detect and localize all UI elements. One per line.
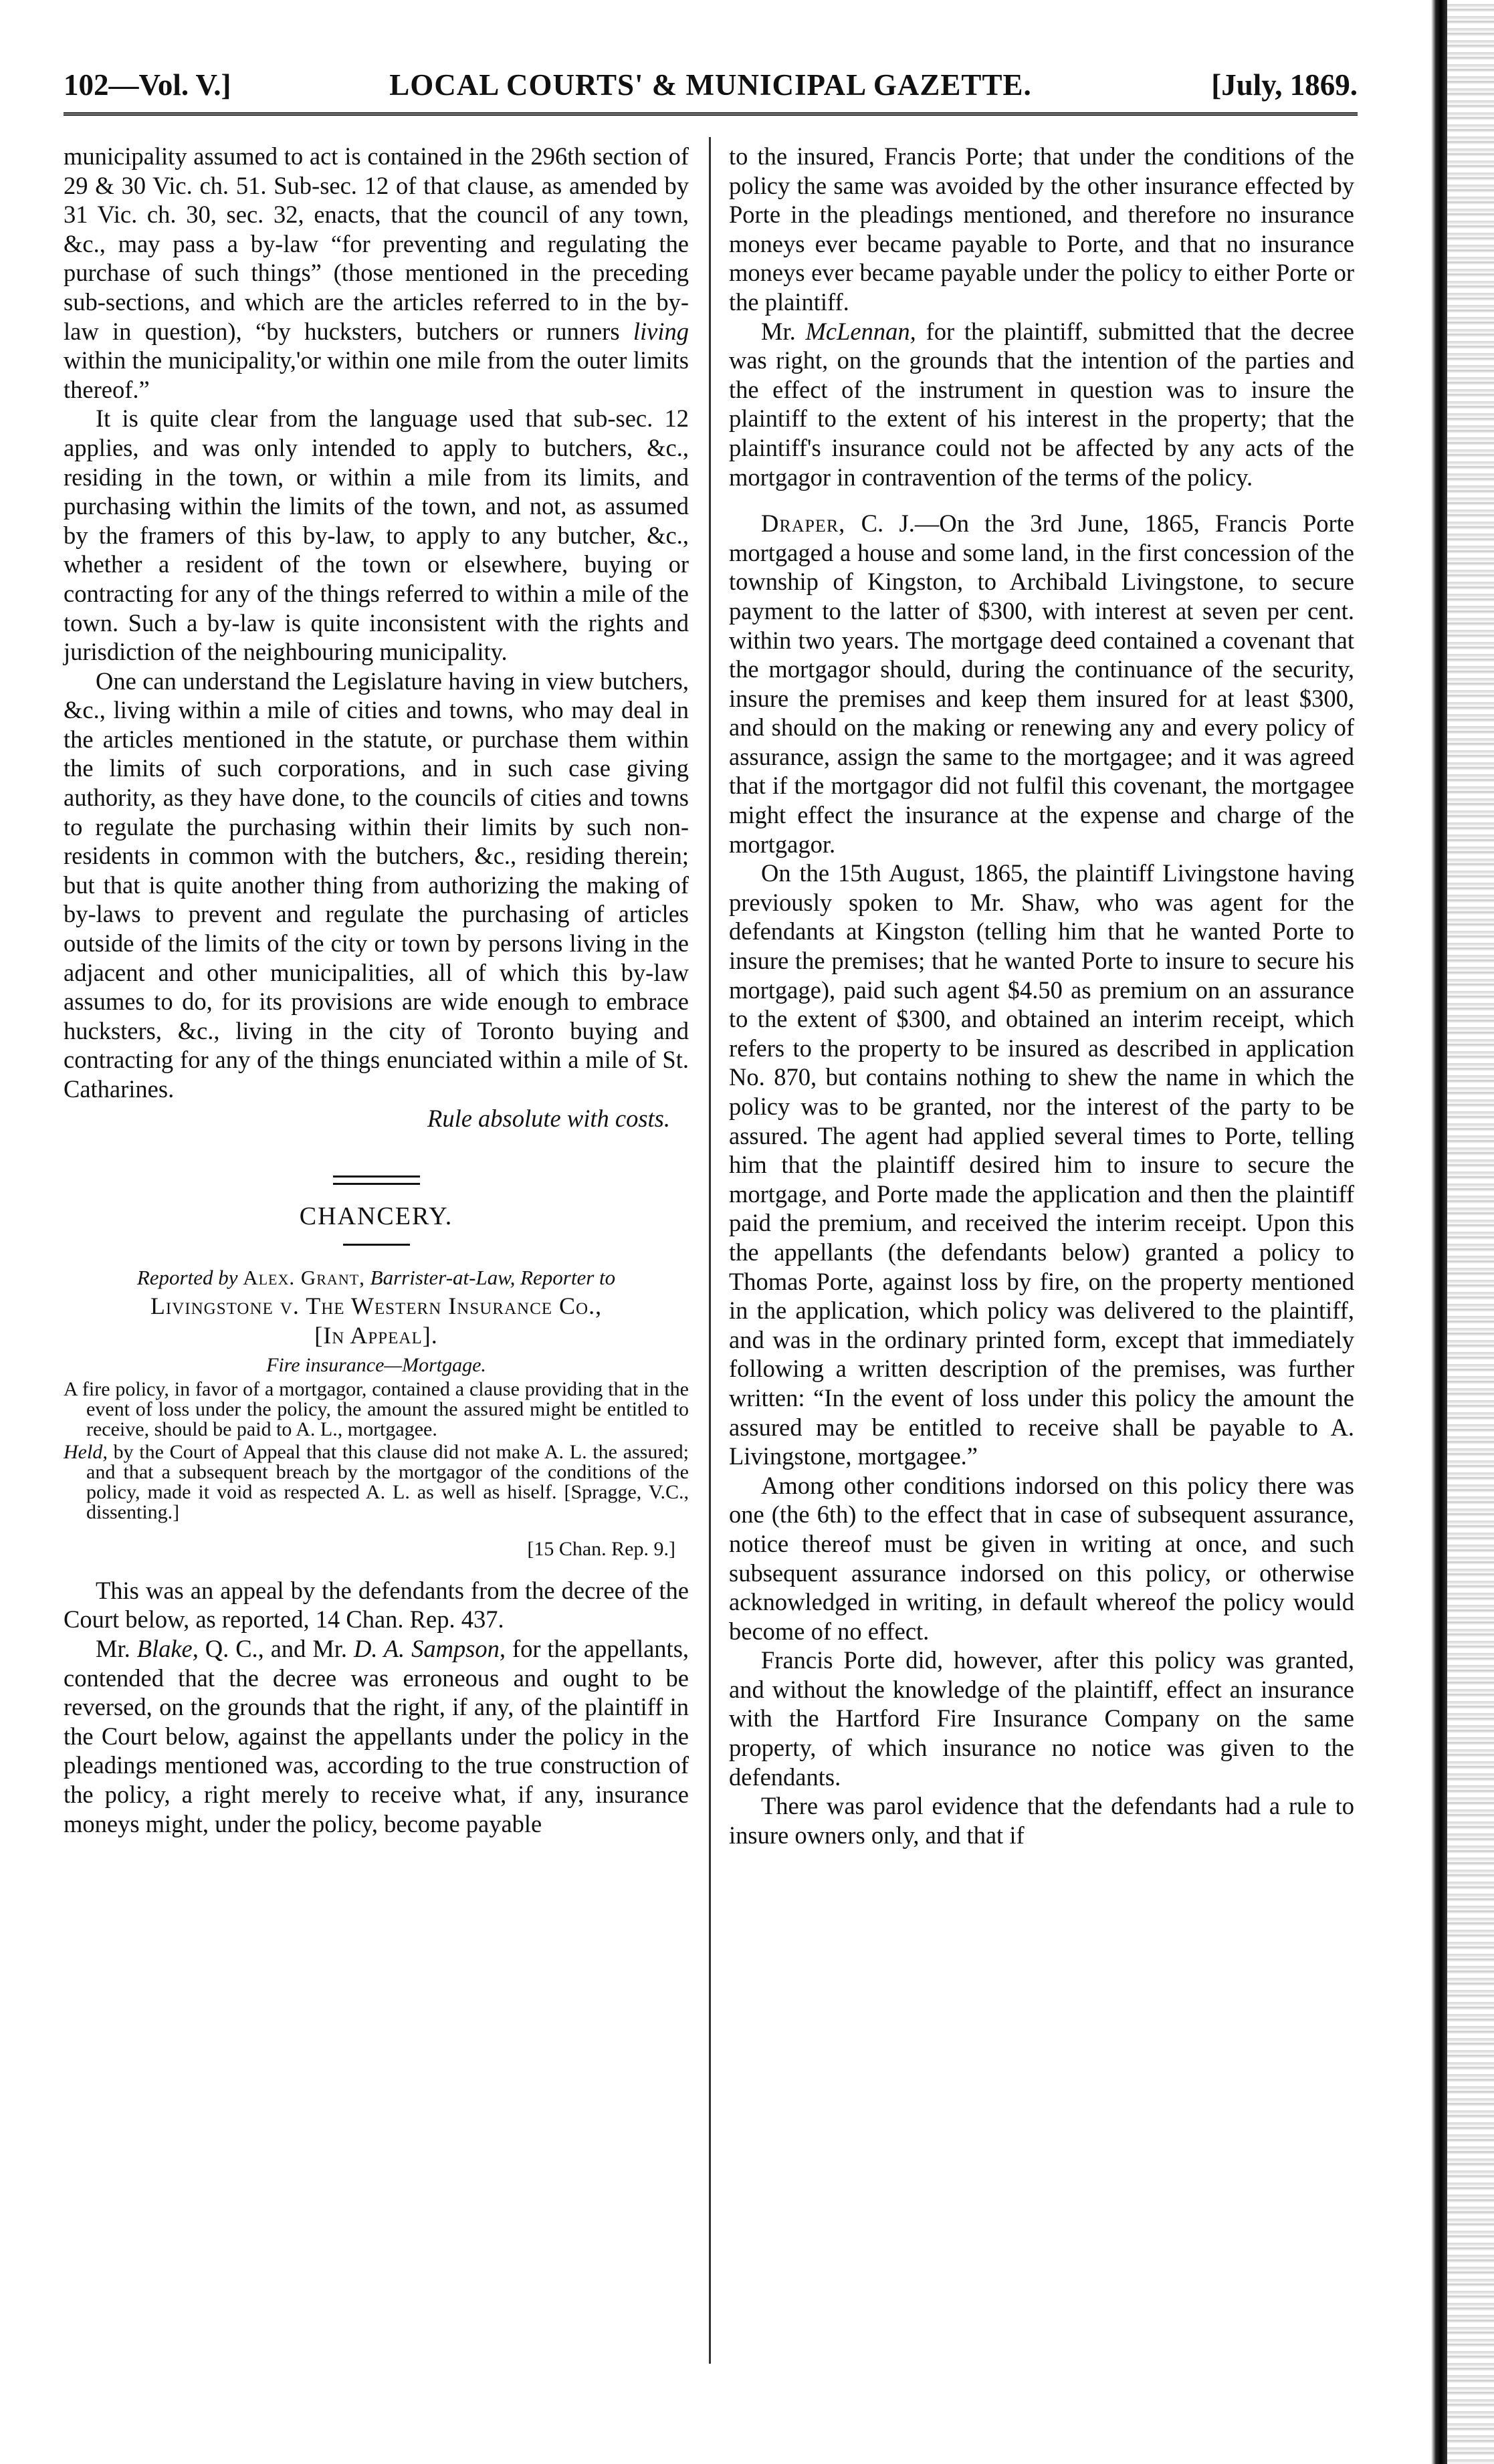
- scan-binding-shadow: [1431, 0, 1447, 2464]
- scan-edge-noise: [1447, 0, 1494, 2464]
- reporter-line: Reported by Alex. Grant, Barrister-at-Law, Reporter to: [136, 1265, 616, 1289]
- case-subject: Fire insurance—Mortgage.: [266, 1353, 486, 1376]
- paragraph: municipality assumed to act is contained in the 296th section of 29 & 30 Vic. ch. 51. Sub-sec. 12 of that clause, as amended by 31 Vic. ch. 30, sec. 32, enacts, that the council of any town, &c., may pass a by-law “for preventing and regulating the purchase of such things” (those mentioned in the preceding sub-sections, and which are the articles referred to in the by-law in question), “by hucksters, butchers or runners living within the municipality,'or within one mile from the outer limits thereof.”: [64, 142, 689, 403]
- title-rule: [343, 1244, 410, 1246]
- section-divider: [333, 1175, 420, 1185]
- paragraph: Among other conditions indorsed on this policy there was one (the 6th) to the effect that in case of subsequent assurance, notice thereof must be given in writing at once, and such subsequent assurance indorsed on this policy, or otherwise acknowledged in writing, in default whereof the policy would become of no effect.: [729, 1471, 1354, 1645]
- paragraph: One can understand the Legislature having in view butchers, &c., living within a mile of cities and towns, who may deal in the articles mentioned in the statute, or purchase them within the limits of such corporations, and in such case giving authority, as they have done, to the councils of cities and towns to regulate the purchasing within their limits by such non-residents in common with the butchers, &c., residing therein; but that is quite another thing from authorizing the making of by-laws to prevent and regulate the purchasing of articles outside of the limits of the city or town by persons living in the adjacent and other municipalities, all of which this by-law assumes to do, for its provisions are wide enough to embrace hucksters, &c., living in the city of Toronto buying and contracting for any of the things enunciated within a mile of St. Catharines.: [64, 667, 689, 1103]
- paragraph: Draper, C. J.—On the 3rd June, 1865, Francis Porte mortgaged a house and some land, in the first concession of the township of Kingston, to Archibald Livingstone, to secure payment to the latter of $300, with interest at seven per cent. within two years. The mortgage deed contained a covenant that the mortgagor should, during the continuance of the security, insure the premises and keep them insured for at least $300, and should on the making or renewing any and every policy of assurance, assign the same to the mortgagee; and it was agreed that if the mortgagor did not fulfil this covenant, the mortgagee might effect the insurance at the expense and charge of the mortgagor.: [729, 510, 1355, 858]
- paragraph: On the 15th August, 1865, the plaintiff Livingstone having previously spoken to Mr. Shaw, who was agent for the defendants at Kingston (telling him that he wanted Porte to insure the premises; that he wanted Porte to insure to secure his mortgage), paid such agent $4.50 as premium on an assurance to the extent of $300, and obtained an interim receipt, which refers to the property to be insured as described in application No. 870, but contains nothing to shew the name in which the policy was to be granted, nor the interest of the party to be assured. The agent had applied several times to Porte, telling him that the plaintiff desired him to insure to secure the mortgage, and Porte made the application and then the plaintiff paid the premium, and received the interim receipt. Upon this the appellants (the defendants below) granted a policy to Thomas Porte, against loss by fire, on the property mentioned in the application, which policy was delivered to the plaintiff, and was in the ordinary printed form, except that immediately following a written description of the premises, was further written: “In the event of loss under this policy the amount the assured may be entitled to receive shall be payable to A. Livingstone, mortgagee.”: [729, 859, 1354, 1470]
- case-title: Livingstone v. The Western Insurance Co.,: [150, 1293, 603, 1320]
- rule-absolute: Rule absolute with costs.: [427, 1104, 670, 1132]
- section-title: CHANCERY.: [299, 1202, 453, 1231]
- paragraph: There was parol evidence that the defendants had a rule to insure owners only, and that if: [729, 1792, 1354, 1849]
- page-header: [64, 62, 1358, 108]
- header-rule: [64, 112, 1358, 116]
- case-title-appeal: [In Appeal].: [314, 1321, 438, 1349]
- right-column: [729, 142, 1354, 1850]
- left-column: [64, 142, 689, 1838]
- issue-date: [July, 1869.: [1211, 68, 1358, 102]
- paragraph: Mr. McLennan, for the plaintiff, submitted that the decree was right, on the grounds that the intention of the parties and the effect of the instrument in question was to insure the plaintiff to the extent of his interest in the property; that the plaintiff's insurance could not be affected by any acts of the mortgagor in contravention of the terms of the policy.: [729, 317, 1354, 491]
- paragraph: It is quite clear from the language used that sub-sec. 12 applies, and was only intended to apply to butchers, &c., residing in the town, or within a mile from its limits, and purchasing within the limits of the town, and not, as assumed by the framers of this by-law, to apply to any butcher, &c., whether a resident of the town or elsewhere, buying or contracting for any of the things referred to within a mile of the town. Such a by-law is quite inconsistent with the rights and jurisdiction of the neighbouring municipality.: [64, 405, 689, 666]
- publication-title: LOCAL COURTS' & MUNICIPAL GAZETTE.: [389, 68, 1032, 102]
- column-divider: [709, 137, 711, 2364]
- paragraph: Mr. Blake, Q. C., and Mr. D. A. Sampson, for the appellants, contended that the decree was erroneous and ought to be reversed, on the grounds that the right, if any, of the plaintiff in the Court below, against the appellants under the policy in the pleadings mentioned was, according to the true construction of the policy, a right merely to receive what, if any, insurance moneys might, under the policy, become payable: [64, 1634, 689, 1837]
- citation: [15 Chan. Rep. 9.]: [527, 1538, 675, 1561]
- headnote: A fire policy, in favor of a mortgagor, contained a clause providing that in the event of loss under the policy, the amount the assured might be entitled to receive, should be paid to A. L., mortgagee.: [64, 1378, 689, 1441]
- headnote: Held, by the Court of Appeal that this clause did not make A. L. the assured; and that a subsequent breach by the mortgagor of the conditions of the policy, made it void as respected A. L. as well as hiself. [Spragge, V.C., dissenting.]: [64, 1441, 689, 1524]
- page-volume: 102—Vol. V.]: [64, 68, 231, 102]
- paragraph: to the insured, Francis Porte; that under the conditions of the policy the same was avoided by the other insurance effected by Porte in the pleadings mentioned, and therefore no insurance moneys ever became payable to Porte, and that no insurance moneys ever became payable under the policy to either Porte or the plaintiff.: [729, 142, 1354, 316]
- paragraph: Francis Porte did, however, after this policy was granted, and without the knowledge of the plaintiff, effect an insurance with the Hartford Fire Insurance Company on the same property, of which insurance no notice was given to the defendants.: [729, 1646, 1354, 1791]
- paragraph: This was an appeal by the defendants from the decree of the Court below, as reported, 14 Chan. Rep. 437.: [64, 1576, 689, 1634]
